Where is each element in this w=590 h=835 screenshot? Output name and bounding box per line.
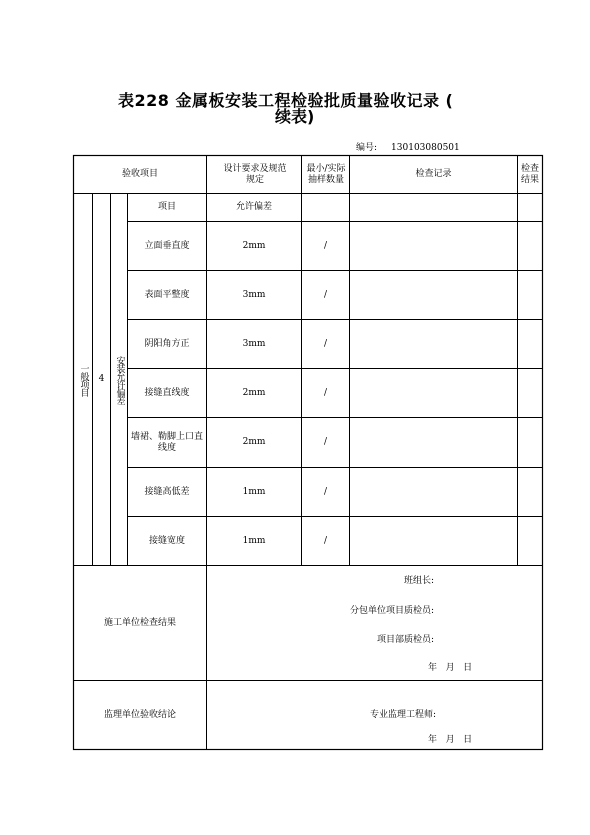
row-allow: 1mm	[242, 535, 266, 546]
row-sample[interactable]: /	[323, 387, 328, 398]
header-design: 设计要求及规范规定	[223, 163, 287, 185]
supervision-label: 监理单位验收结论	[103, 709, 176, 720]
header-result: 检查结果	[520, 163, 539, 185]
serial-value: 130103080501	[391, 143, 460, 153]
general-items-label: 一般项目	[78, 363, 89, 396]
row-item: 接缝高低差	[144, 486, 190, 497]
header-record: 检查记录	[415, 169, 452, 179]
header-item: 验收项目	[121, 169, 158, 179]
row-sample[interactable]: /	[323, 338, 328, 349]
sub-inspector-label: 分包单位项目质检员:	[350, 606, 435, 616]
row-sample[interactable]: /	[323, 535, 328, 546]
construction-date: 年 月 日	[428, 663, 473, 673]
row-item: 接缝直线度	[144, 387, 190, 398]
supervision-engineer-label: 专业监理工程师:	[370, 710, 437, 720]
row-allow: 2mm	[242, 387, 266, 398]
row-sample[interactable]: /	[323, 289, 328, 300]
serial-label: 编号:	[356, 143, 378, 153]
supervision-date: 年 月 日	[428, 735, 473, 745]
row-item: 表面平整度	[144, 289, 190, 300]
form-title-continued: 续表)	[275, 107, 315, 126]
row-sample[interactable]: /	[323, 486, 328, 497]
dept-inspector-label: 项目部质检员:	[377, 635, 435, 645]
construction-label: 施工单位检查结果	[103, 617, 176, 628]
row-allow: 1mm	[242, 486, 266, 497]
item-index: 4	[98, 374, 105, 384]
row-item: 墙裙、勒脚上口直线度	[130, 431, 203, 453]
row-item: 接缝宽度	[148, 535, 185, 546]
row-allow: 3mm	[242, 338, 266, 349]
subheader-allow: 允许偏差	[235, 202, 272, 212]
row-allow: 3mm	[242, 289, 266, 300]
row-sample[interactable]: /	[323, 240, 328, 251]
row-item: 阴阳角方正	[144, 338, 190, 349]
row-allow: 2mm	[242, 240, 266, 251]
row-sample[interactable]: /	[323, 437, 328, 447]
row-allow: 2mm	[242, 437, 266, 447]
team-leader-label: 班组长:	[404, 576, 435, 586]
form-title: 表228 金属板安装工程检验批质量验收记录 (	[118, 91, 454, 110]
header-sample: 最小/实际抽样数量	[306, 163, 346, 185]
subheader-item: 项目	[157, 202, 176, 212]
deviation-group-label: 安装允许偏差	[114, 355, 125, 404]
row-item: 立面垂直度	[144, 240, 190, 251]
